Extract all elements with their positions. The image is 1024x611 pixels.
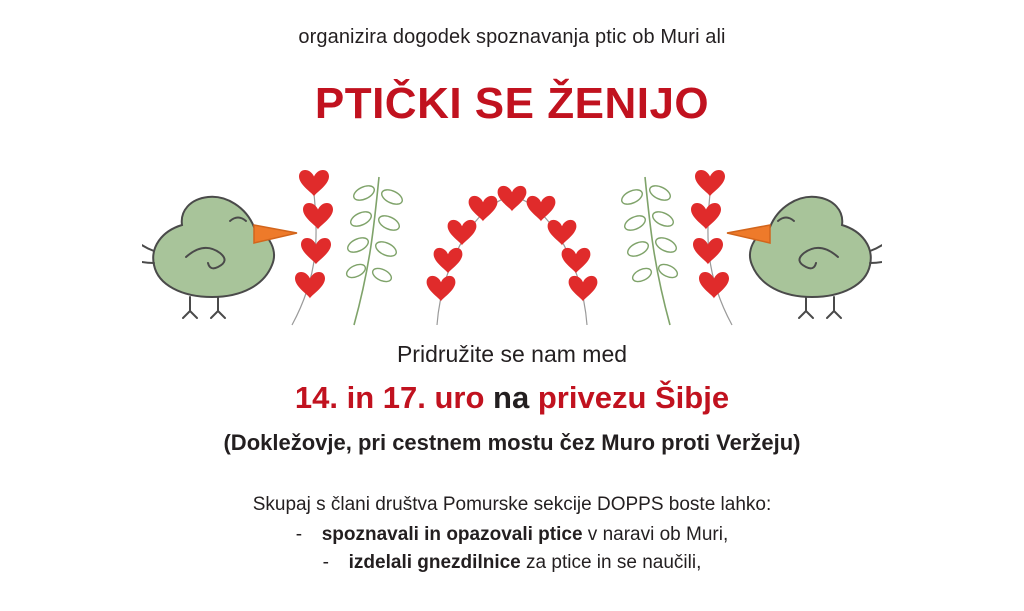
location-note: (Dokležovje, pri cestnem mostu čez Muro proti Veržeju) xyxy=(223,430,801,455)
heart-strand-2 xyxy=(691,170,732,325)
illustration-birds-hearts xyxy=(0,147,1024,337)
activity-bold-text: spoznavali in opazovali ptice xyxy=(321,524,583,545)
with-members-line: Skupaj s člani društva Pomurske sekcije DOPPS boste lahko: xyxy=(252,494,772,515)
list-item xyxy=(0,524,1024,546)
event-location-name: privezu Šibje xyxy=(537,380,730,415)
event-time-line xyxy=(0,380,1024,416)
activity-rest-text: v naravi ob Muri, xyxy=(582,524,729,545)
activity-rest-text: za ptice in se naučili, xyxy=(520,552,702,573)
page-title: PTIČKI SE ŽENIJO xyxy=(314,79,710,128)
event-time-range: 14. in 17. uro xyxy=(294,380,485,415)
activity-bold-text: izdelali gnezdilnice xyxy=(348,552,521,573)
heart-strand-1 xyxy=(292,170,333,325)
event-time-connector: na xyxy=(484,380,538,415)
bullet-dash: - xyxy=(295,524,303,545)
branch-left-icon xyxy=(345,177,405,325)
list-item xyxy=(0,552,1024,574)
birds-hearts-svg xyxy=(142,147,882,337)
poster-canvas xyxy=(0,26,1024,611)
heart-strand-center xyxy=(427,186,598,325)
bird-left-icon xyxy=(142,197,297,318)
intro-line: organizira dogodek spoznavanja ptic ob Muri ali xyxy=(298,26,726,48)
join-line: Pridružite se nam med xyxy=(396,341,628,367)
branch-right-icon xyxy=(619,177,679,325)
bullet-dash: - xyxy=(322,552,329,573)
bird-right-icon xyxy=(727,197,882,318)
activity-list xyxy=(0,524,1024,574)
